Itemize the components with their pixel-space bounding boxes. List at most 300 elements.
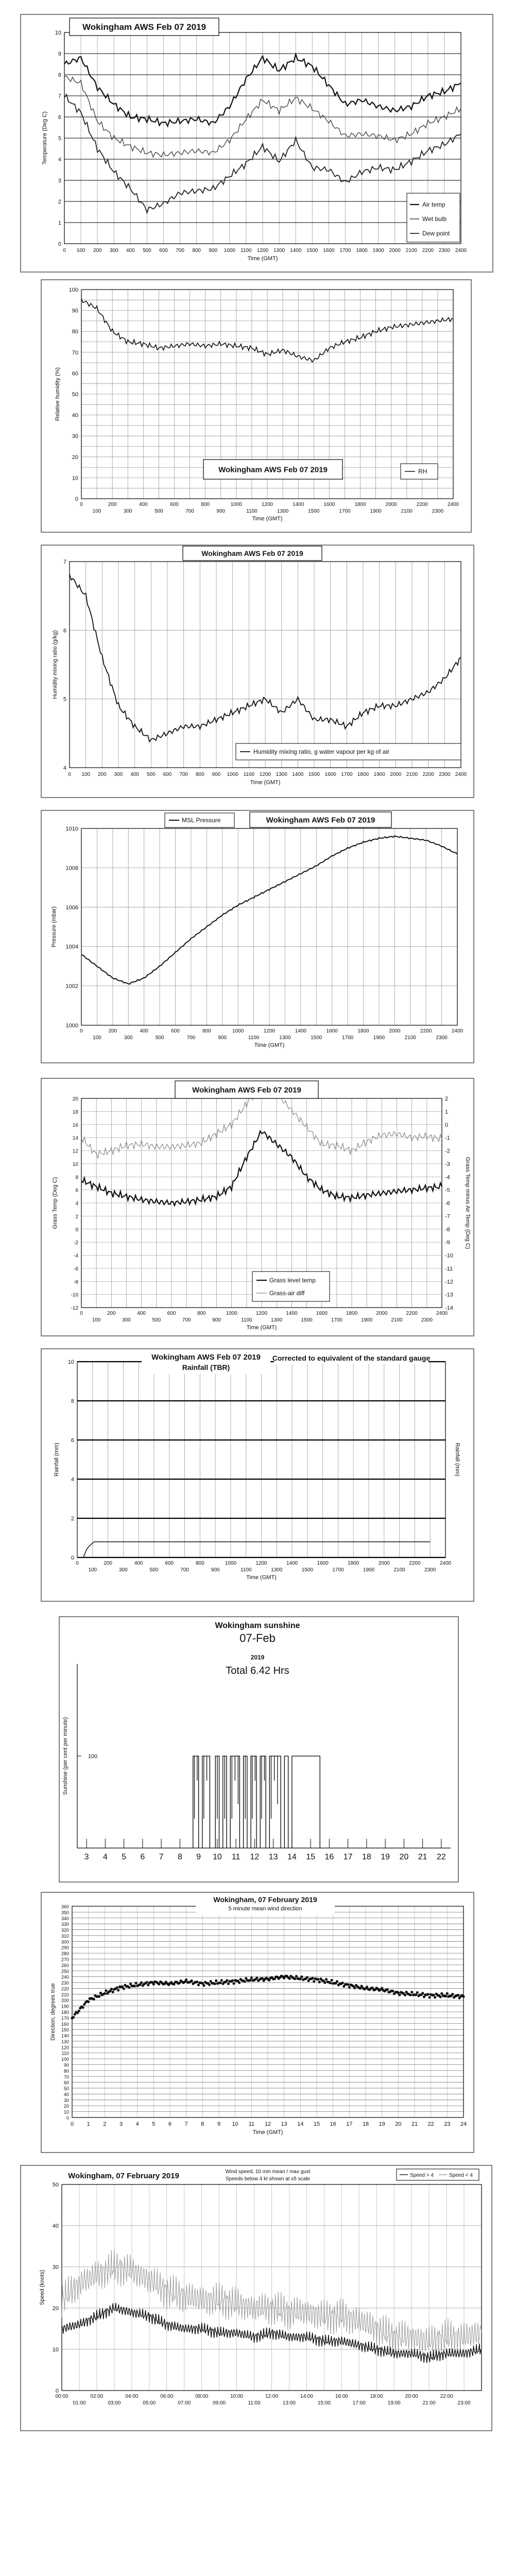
temperature-xtick-12: 1200 — [256, 248, 269, 253]
wind-dir-point-165 — [295, 1975, 298, 1977]
wind-dir-xtick-4: 4 — [135, 2121, 139, 2127]
wind-dir-xtick-16: 16 — [330, 2121, 336, 2127]
grass-ytick-9: 6 — [75, 1188, 78, 1194]
humidity-ytick-7: 70 — [72, 349, 78, 356]
mixing-xtick-14: 1400 — [292, 772, 304, 777]
temperature-xtick-8: 800 — [192, 248, 201, 253]
mixing-xtick-12: 1200 — [259, 772, 271, 777]
pressure-top-xtick-2: 400 — [140, 1028, 149, 1034]
humidity-ytick-3: 30 — [72, 433, 78, 440]
grass-bottom-xtick-1: 300 — [122, 1317, 131, 1323]
wind-dir-point-169 — [300, 1975, 303, 1978]
wind-dir-ytick-21: 210 — [61, 1992, 69, 1997]
rainfall-ytick-2: 4 — [71, 1477, 74, 1483]
humidity-top-xtick-5: 1000 — [230, 502, 242, 507]
pressure-ylabel: Pressure (mbar) — [51, 906, 57, 947]
wind-dir-point-101 — [208, 1984, 211, 1986]
grass-ytick-right-3: -11 — [445, 1265, 453, 1272]
temperature-chart — [0, 13, 515, 276]
humidity-ytick-0: 0 — [75, 496, 78, 502]
pressure-bottom-xtick-6: 1300 — [279, 1035, 291, 1041]
wind-dir-point-177 — [311, 1977, 314, 1979]
pressure-bottom-xtick-4: 900 — [218, 1035, 227, 1041]
humidity-top-xtick-10: 2000 — [385, 502, 397, 507]
wind-dir-point-284 — [457, 1994, 459, 1996]
pressure-chart — [0, 809, 515, 1066]
wind-dir-point-164 — [294, 1977, 296, 1980]
wind-dir-xtick-0: 0 — [70, 2121, 74, 2127]
grass-top-xtick-11: 2200 — [406, 1311, 418, 1316]
wind-dir-ytick-17: 170 — [61, 2015, 69, 2021]
wind-dir-xtick-1: 1 — [87, 2121, 90, 2127]
sunshine-year: 2019 — [250, 1654, 265, 1661]
wind-direction-chart — [0, 1891, 515, 2159]
wind-dir-xtick-7: 7 — [184, 2121, 188, 2127]
grass-ytick-13: 14 — [72, 1136, 78, 1142]
humidity-top-xtick-2: 400 — [139, 502, 148, 507]
grass-ytick-right-1: -13 — [445, 1292, 453, 1298]
humidity-title: Wokingham AWS Feb 07 2019 — [218, 465, 328, 474]
rainfall-bottom-xtick-3: 700 — [180, 1567, 189, 1573]
rainfall-top-xtick-4: 800 — [195, 1561, 204, 1566]
wind-speed-bottom-xtick-2: 05:00 — [143, 2400, 156, 2406]
sunshine-xtick-10: 13 — [268, 1853, 278, 1861]
grass-temperature-chart-svg — [0, 1077, 515, 1340]
wind-speed-legend-label-1: Speed < 4 — [449, 2173, 473, 2178]
wind-dir-point-12 — [87, 2001, 90, 2003]
wind-dir-point-118 — [231, 1979, 234, 1982]
wind-direction-chart-svg — [0, 1891, 515, 2159]
wind-dir-point-92 — [196, 1980, 198, 1983]
rainfall-ytick-1: 2 — [71, 1516, 74, 1522]
wind-dir-ytick-10: 100 — [61, 2057, 69, 2062]
pressure-top-xtick-8: 1600 — [326, 1028, 338, 1034]
wind-dir-point-195 — [336, 1980, 338, 1982]
grass-top-xtick-2: 400 — [137, 1311, 146, 1316]
mixing-xtick-13: 1300 — [276, 772, 287, 777]
rainfall-top-xtick-7: 1400 — [286, 1561, 298, 1566]
wind-dir-xtick-14: 14 — [297, 2121, 304, 2127]
humidity-bottom-xtick-9: 1900 — [370, 509, 382, 514]
grass-ylabel: Grass Temp (Deg C) — [52, 1177, 58, 1229]
wind-speed-top-xtick-6: 12:00 — [265, 2394, 279, 2399]
wind-speed-bottom-xtick-3: 07:00 — [178, 2400, 191, 2406]
wind-dir-point-16 — [93, 1998, 95, 2001]
wind-dir-ytick-26: 260 — [61, 1962, 69, 1968]
mixing-xtick-7: 700 — [179, 772, 188, 777]
wind-speed-top-xtick-0: 00:00 — [55, 2394, 68, 2399]
humidity-legend-label-0: RH — [418, 468, 427, 475]
wind-dir-point-249 — [409, 1994, 411, 1996]
mixing-xtick-0: 0 — [68, 772, 71, 777]
wind-dir-ytick-13: 130 — [61, 2039, 69, 2044]
mixing-ytick-1: 5 — [63, 696, 66, 703]
temperature-xtick-17: 1700 — [339, 248, 351, 253]
wind-dir-xlabel: Time (GMT) — [252, 2129, 283, 2136]
temperature-xtick-1: 100 — [76, 248, 85, 253]
pressure-bottom-xtick-1: 300 — [124, 1035, 133, 1041]
wind-dir-ytick-32: 320 — [61, 1927, 69, 1933]
pressure-top-xtick-5: 1000 — [232, 1028, 244, 1034]
grass-ytick-right-5: -9 — [445, 1240, 450, 1246]
wind-dir-point-55 — [146, 1981, 148, 1984]
humidity-bottom-xtick-5: 1100 — [246, 509, 258, 514]
rainfall-chart-svg — [0, 1347, 515, 1605]
rainfall-ytick-5: 10 — [67, 1359, 74, 1365]
grass-ylabel-right: Grass Temp minus Air Temp (Deg C) — [465, 1157, 471, 1249]
wind-speed-bottom-xtick-6: 13:00 — [282, 2400, 296, 2406]
wind-dir-xtick-10: 10 — [232, 2121, 238, 2127]
rainfall-bottom-xtick-10: 2100 — [393, 1567, 405, 1573]
wind-dir-ytick-27: 270 — [61, 1957, 69, 1962]
wind-dir-xtick-6: 6 — [168, 2121, 172, 2127]
wind-dir-point-5 — [78, 2010, 80, 2012]
temperature-ylabel: Temperature (Deg C) — [42, 111, 48, 165]
wind-dir-point-288 — [462, 1995, 465, 1998]
grass-ytick-right-0: -14 — [445, 1305, 453, 1311]
wind-dir-point-212 — [359, 1987, 362, 1990]
wind-dir-point-51 — [140, 1981, 143, 1984]
grass-top-xtick-5: 1000 — [226, 1311, 237, 1316]
temperature-ytick-5: 5 — [58, 135, 61, 142]
wind-dir-ytick-4: 40 — [63, 2092, 69, 2097]
temperature-xtick-2: 200 — [93, 248, 102, 253]
grass-bottom-xtick-9: 1900 — [361, 1317, 373, 1323]
humidity-bottom-xtick-10: 2100 — [401, 509, 413, 514]
humidity-bottom-xtick-0: 100 — [92, 509, 101, 514]
grass-top-xtick-9: 1800 — [346, 1311, 358, 1316]
mixing-xtick-11: 1100 — [243, 772, 255, 777]
grass-ytick-10: 8 — [75, 1175, 78, 1181]
pressure-ytick-3: 1006 — [65, 904, 78, 911]
pressure-bottom-xtick-10: 2100 — [404, 1035, 416, 1041]
sunshine-xtick-3: 6 — [140, 1853, 145, 1861]
wind-dir-point-46 — [133, 1985, 136, 1987]
rainfall-top-xtick-9: 1800 — [348, 1561, 359, 1566]
mixing-xtick-4: 400 — [130, 772, 140, 777]
wind-dir-point-275 — [444, 1995, 447, 1997]
wind-dir-ytick-36: 360 — [61, 1904, 69, 1909]
grass-top-xtick-6: 1200 — [255, 1311, 268, 1316]
sunshine-xtick-17: 20 — [399, 1853, 409, 1861]
mixing-ylabel: Humidity mixing ratio (g/kg) — [52, 630, 58, 699]
mixing-xtick-20: 2000 — [390, 772, 402, 777]
temperature-ytick-2: 2 — [58, 199, 61, 205]
wind-dir-xtick-23: 23 — [444, 2121, 451, 2127]
mixing-xtick-1: 100 — [81, 772, 91, 777]
rainfall-top-xtick-6: 1200 — [255, 1561, 267, 1566]
humidity-bottom-xtick-11: 2300 — [432, 509, 444, 514]
humidity-ytick-2: 20 — [72, 454, 78, 461]
humidity-bottom-xtick-1: 300 — [123, 509, 132, 514]
grass-legend-label-1: Grass-air diff — [269, 1290, 305, 1297]
grass-top-xtick-1: 200 — [107, 1311, 116, 1316]
temperature-xlabel: Time (GMT) — [247, 256, 278, 262]
pressure-bottom-xtick-0: 100 — [93, 1035, 101, 1041]
rainfall-title: Wokingham AWS Feb 07 2019 — [151, 1353, 261, 1362]
pressure-top-xtick-0: 0 — [80, 1028, 83, 1034]
rainfall-bottom-xtick-1: 300 — [119, 1567, 128, 1573]
wind-dir-point-1 — [72, 2016, 75, 2019]
temperature-xtick-4: 400 — [126, 248, 135, 253]
grass-legend-label-0: Grass level temp — [269, 1277, 316, 1284]
pressure-bottom-xtick-8: 1700 — [341, 1035, 354, 1041]
sunshine-chart-svg — [0, 1615, 515, 1888]
wind-speed-ytick-3: 30 — [52, 2264, 59, 2270]
wind-dir-subtitle: 5 minute mean wind direction — [228, 1906, 302, 1912]
sunshine-xtick-9: 12 — [250, 1853, 260, 1861]
pressure-top-xtick-12: 2400 — [451, 1028, 464, 1034]
wind-dir-point-182 — [318, 1980, 321, 1983]
wind-dir-point-263 — [428, 1996, 431, 1998]
mixing-xtick-17: 1700 — [341, 772, 353, 777]
wind-dir-ytick-35: 350 — [61, 1910, 69, 1916]
wind-dir-point-199 — [341, 1981, 344, 1984]
wind-dir-ytick-3: 30 — [63, 2097, 69, 2103]
wind-speed-top-xtick-1: 02:00 — [90, 2394, 104, 2399]
wind-dir-ytick-25: 250 — [61, 1969, 69, 1974]
wind-dir-point-208 — [353, 1987, 356, 1989]
pressure-top-xtick-7: 1400 — [295, 1028, 306, 1034]
grass-ytick-1: -10 — [71, 1292, 78, 1298]
humidity-top-xtick-8: 1600 — [323, 502, 335, 507]
sunshine-chart — [0, 1615, 515, 1888]
sunshine-xtick-18: 21 — [418, 1853, 427, 1861]
wind-speed-bottom-xtick-9: 19:00 — [387, 2400, 401, 2406]
wind-dir-point-253 — [415, 1993, 417, 1996]
mixing-xtick-16: 1600 — [324, 772, 336, 777]
sunshine-xtick-0: 3 — [84, 1853, 89, 1861]
wind-dir-point-258 — [421, 1992, 424, 1994]
wind-dir-ytick-6: 60 — [63, 2080, 69, 2086]
humidity-ytick-9: 90 — [72, 308, 78, 314]
sunshine-subtitle: 07-Feb — [239, 1632, 276, 1645]
wind-speed-ylabel: Speed (knots) — [39, 2269, 45, 2306]
wind-speed-top-xtick-4: 08:00 — [195, 2394, 209, 2399]
rainfall-top-xtick-1: 200 — [104, 1561, 112, 1566]
grass-bottom-xtick-3: 700 — [182, 1317, 191, 1323]
grass-top-xtick-4: 800 — [197, 1311, 206, 1316]
sunshine-xtick-6: 9 — [196, 1853, 201, 1861]
grass-bottom-xtick-10: 2100 — [391, 1317, 403, 1323]
pressure-top-xtick-3: 600 — [171, 1028, 180, 1034]
rainfall-top-xtick-2: 400 — [134, 1561, 143, 1566]
sunshine-xtick-5: 8 — [177, 1853, 182, 1861]
grass-ytick-11: 10 — [72, 1161, 78, 1167]
wind-dir-point-109 — [219, 1981, 221, 1984]
wind-dir-point-29 — [110, 1988, 113, 1990]
wind-dir-point-33 — [115, 1986, 118, 1989]
wind-dir-ylabel: Direction, degrees true — [50, 1983, 56, 2041]
temperature-xtick-6: 600 — [159, 248, 168, 253]
wind-dir-point-20 — [98, 1995, 100, 1997]
wind-dir-point-123 — [238, 1981, 241, 1984]
wind-dir-ytick-16: 160 — [61, 2021, 69, 2027]
pressure-ytick-1: 1002 — [65, 983, 78, 990]
pressure-legend-label-0: MSL Pressure — [182, 817, 221, 824]
wind-speed-ytick-0: 0 — [55, 2388, 59, 2394]
grass-ytick-right-16: 2 — [445, 1096, 449, 1102]
humidity-top-xtick-1: 200 — [108, 502, 117, 507]
rainfall-ylabel: Rainfall (mm) — [54, 1443, 60, 1477]
mixing-ratio-chart — [0, 544, 515, 801]
rainfall-top-xtick-0: 0 — [76, 1561, 79, 1566]
wind-dir-point-106 — [215, 1979, 217, 1982]
wind-dir-xtick-8: 8 — [201, 2121, 204, 2127]
grass-ytick-right-14: 0 — [445, 1122, 449, 1128]
wind-dir-xtick-20: 20 — [395, 2121, 402, 2127]
wind-dir-ytick-7: 70 — [63, 2074, 69, 2080]
grass-legend-box — [252, 1272, 330, 1301]
wind-dir-point-236 — [391, 1990, 394, 1992]
grass-bottom-xtick-5: 1100 — [241, 1317, 252, 1323]
wind-dir-xtick-22: 22 — [427, 2121, 434, 2127]
grass-ytick-right-10: -4 — [445, 1174, 450, 1181]
mixing-xtick-5: 500 — [146, 772, 156, 777]
wind-dir-point-186 — [323, 1981, 326, 1984]
wind-speed-subtitle: Wind speed, 10 min mean / max gust — [225, 2169, 311, 2175]
wind-dir-point-187 — [325, 1978, 328, 1980]
rainfall-bottom-xtick-4: 900 — [211, 1567, 220, 1573]
wind-dir-point-132 — [250, 1976, 253, 1979]
humidity-ytick-8: 80 — [72, 329, 78, 335]
rainfall-chart — [0, 1347, 515, 1605]
grass-title: Wokingham AWS Feb 07 2019 — [192, 1086, 301, 1095]
humidity-bottom-xtick-4: 900 — [216, 509, 226, 514]
mixing-xtick-18: 1800 — [357, 772, 369, 777]
humidity-ytick-1: 10 — [72, 475, 78, 482]
pressure-title: Wokingham AWS Feb 07 2019 — [266, 816, 375, 825]
grass-ytick-0: -12 — [71, 1306, 78, 1311]
wind-dir-ytick-29: 290 — [61, 1945, 69, 1951]
grass-ytick-right-2: -12 — [445, 1279, 453, 1285]
wind-dir-point-47 — [134, 1982, 137, 1985]
temperature-legend-label-0: Air temp — [422, 201, 445, 208]
wind-dir-point-160 — [288, 1977, 291, 1980]
temperature-xtick-13: 1300 — [273, 248, 285, 253]
wind-dir-xtick-17: 17 — [346, 2121, 353, 2127]
wind-dir-ytick-14: 140 — [61, 2033, 69, 2039]
wind-dir-point-60 — [152, 1983, 155, 1986]
wind-dir-point-136 — [255, 1977, 258, 1979]
wind-speed-bottom-xtick-8: 17:00 — [352, 2400, 366, 2406]
pressure-top-xtick-6: 1200 — [263, 1028, 276, 1034]
rainfall-xlabel: Time (GMT) — [246, 1574, 277, 1581]
wind-dir-point-34 — [117, 1989, 119, 1991]
grass-ytick-right-4: -10 — [445, 1252, 453, 1259]
pressure-ytick-2: 1004 — [65, 944, 78, 951]
wind-dir-point-173 — [306, 1976, 308, 1978]
grass-ytick-14: 16 — [72, 1122, 78, 1128]
temperature-xtick-10: 1000 — [224, 248, 235, 253]
temperature-xtick-16: 1600 — [323, 248, 335, 253]
grass-bottom-xtick-11: 2300 — [421, 1317, 433, 1323]
pressure-ytick-0: 1000 — [65, 1023, 78, 1029]
wind-dir-point-276 — [446, 1992, 449, 1995]
wind-dir-point-191 — [330, 1979, 333, 1981]
wind-speed-note: Speeds below 4 kt shown at x5 scale — [226, 2176, 310, 2182]
grass-ytick-7: 2 — [75, 1214, 78, 1220]
rainfall-ylabel-right: Rainfall (mm) — [454, 1443, 460, 1477]
pressure-ytick-5: 1010 — [65, 826, 78, 832]
wind-dir-point-25 — [105, 1989, 107, 1992]
temperature-xtick-22: 2200 — [422, 248, 434, 253]
grass-bottom-xtick-6: 1300 — [271, 1317, 283, 1323]
grass-top-xtick-0: 0 — [80, 1311, 83, 1316]
wind-dir-point-79 — [178, 1981, 181, 1984]
wind-speed-ytick-5: 50 — [52, 2182, 59, 2188]
wind-dir-point-203 — [347, 1983, 349, 1986]
wind-dir-xtick-13: 13 — [281, 2121, 287, 2127]
pressure-top-xtick-4: 800 — [202, 1028, 211, 1034]
wind-dir-point-254 — [416, 1991, 419, 1994]
pressure-bottom-xtick-11: 2300 — [436, 1035, 448, 1041]
rainfall-top-xtick-8: 1600 — [317, 1561, 329, 1566]
sunshine-xtick-11: 14 — [287, 1853, 297, 1861]
grass-ytick-3: -6 — [74, 1266, 78, 1272]
pressure-bottom-xtick-5: 1100 — [248, 1035, 260, 1041]
wind-dir-title: Wokingham, 07 February 2019 — [213, 1895, 317, 1904]
wind-speed-top-xtick-3: 06:00 — [160, 2394, 174, 2399]
mixing-xtick-9: 900 — [212, 772, 221, 777]
temperature-ytick-9: 9 — [58, 51, 61, 57]
wind-dir-xtick-12: 12 — [264, 2121, 271, 2127]
wind-dir-point-97 — [202, 1984, 205, 1987]
grass-bottom-xtick-2: 500 — [152, 1317, 161, 1323]
pressure-bottom-xtick-3: 700 — [186, 1035, 196, 1041]
temperature-xtick-15: 1500 — [306, 248, 318, 253]
mixing-xtick-22: 2200 — [422, 772, 434, 777]
sunshine-xtick-4: 7 — [159, 1853, 164, 1861]
wind-dir-ytick-23: 230 — [61, 1980, 69, 1986]
mixing-legend-label-0: Humidity mixing ratio, g water vapour per kg of air — [253, 748, 390, 755]
temperature-xtick-14: 1400 — [290, 248, 302, 253]
wind-dir-point-131 — [249, 1979, 251, 1981]
temperature-ytick-1: 1 — [58, 220, 61, 226]
sunshine-xtick-15: 18 — [362, 1853, 371, 1861]
humidity-top-xtick-7: 1400 — [293, 502, 304, 507]
sunshine-xtick-14: 17 — [343, 1853, 353, 1861]
mixing-xlabel: Time (GMT) — [250, 779, 281, 786]
wind-speed-bottom-xtick-1: 03:00 — [108, 2400, 121, 2406]
mixing-xtick-19: 1900 — [373, 772, 385, 777]
wind-dir-ytick-11: 110 — [61, 2050, 69, 2056]
temperature-ytick-6: 6 — [58, 114, 61, 121]
wind-dir-ytick-19: 190 — [61, 2004, 69, 2009]
wind-dir-ytick-1: 10 — [63, 2109, 69, 2115]
grass-bottom-xtick-7: 1500 — [301, 1317, 313, 1323]
mixing-xtick-21: 2100 — [406, 772, 418, 777]
wind-speed-chart — [0, 2164, 515, 2437]
wind-speed-title: Wokingham, 07 February 2019 — [68, 2172, 179, 2180]
wind-dir-ytick-31: 310 — [61, 1933, 69, 1939]
wind-dir-frame — [41, 1892, 474, 2153]
temperature-chart-svg — [0, 13, 515, 276]
temperature-ytick-10: 10 — [55, 30, 61, 36]
wind-dir-ytick-22: 220 — [61, 1986, 69, 1992]
grass-ytick-right-9: -5 — [445, 1187, 450, 1194]
wind-dir-ytick-8: 80 — [63, 2068, 69, 2074]
sunshine-title: Wokingham sunshine — [215, 1621, 300, 1630]
wind-dir-point-232 — [386, 1988, 389, 1991]
wind-speed-bottom-xtick-11: 23:00 — [457, 2400, 471, 2406]
humidity-ytick-4: 40 — [72, 412, 78, 419]
pressure-ytick-4: 1008 — [65, 865, 78, 872]
wind-speed-top-xtick-5: 10:00 — [230, 2394, 244, 2399]
humidity-bottom-xtick-7: 1500 — [308, 509, 320, 514]
rainfall-bottom-xtick-9: 1900 — [363, 1567, 375, 1573]
sunshine-xtick-16: 19 — [381, 1853, 390, 1861]
